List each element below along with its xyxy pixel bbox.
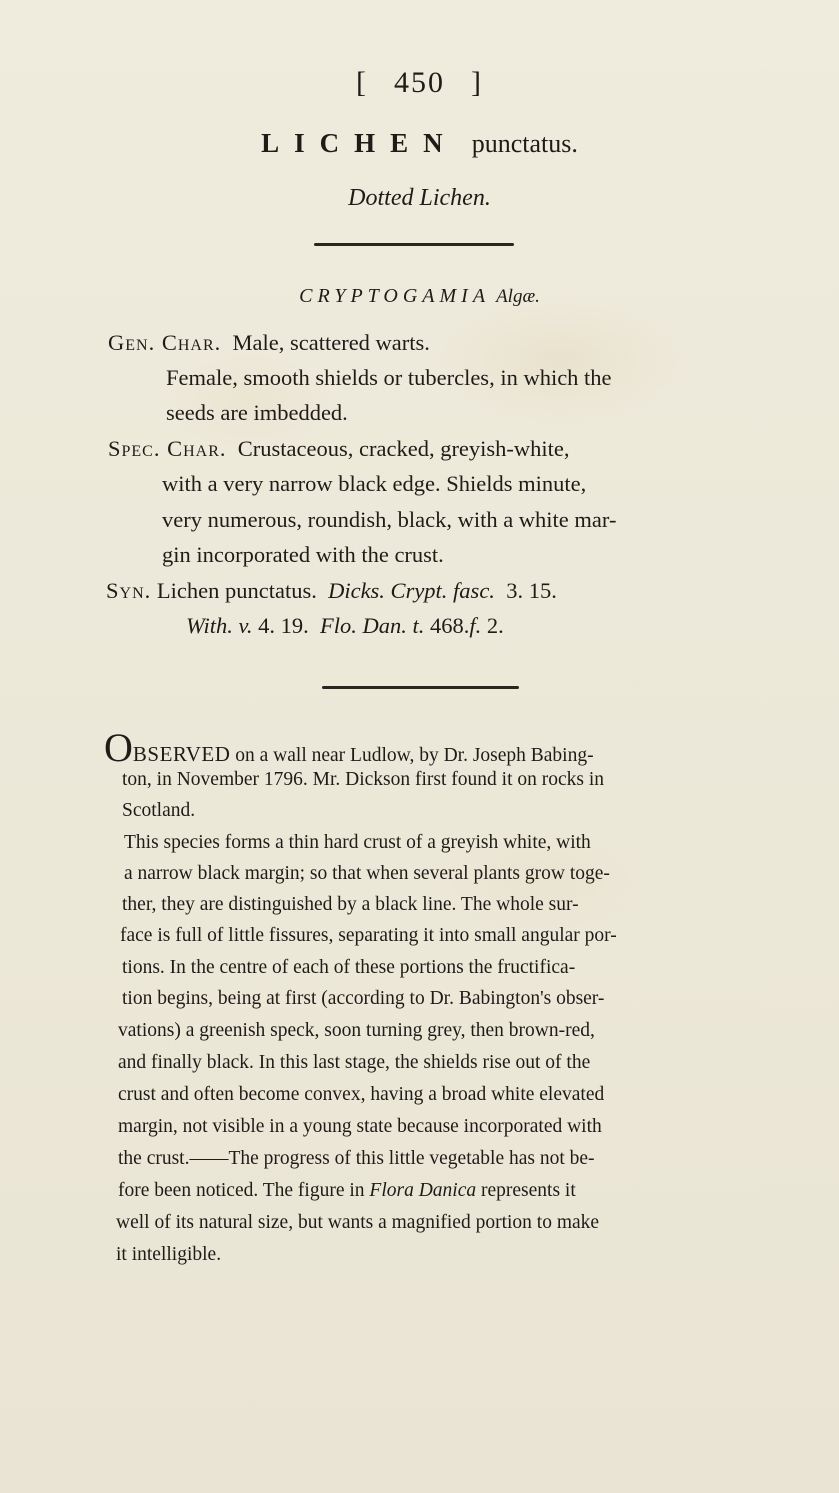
body-line-9: tion begins, being at first (according to Dr. Babington's obser- bbox=[122, 988, 605, 1009]
species-name: punctatus. bbox=[471, 129, 578, 158]
body-line-15-b: represents it bbox=[481, 1180, 576, 1201]
synonym-name: Lichen punctatus. bbox=[156, 578, 317, 603]
body-line-14: the crust.——The progress of this little vegetable has not be- bbox=[118, 1148, 595, 1169]
synonym-label: Syn. bbox=[106, 578, 152, 603]
page-number-close-bracket: ] bbox=[471, 66, 483, 99]
synonym-ref-flora-danica-fig: 2. bbox=[486, 613, 504, 638]
spec-char-text-1: Crustaceous, cracked, greyish-white, bbox=[237, 436, 570, 461]
gen-char-line-2: Female, smooth shields or tubercles, in which the bbox=[166, 365, 612, 390]
synonym-ref-withering-num: 4. 19. bbox=[258, 613, 309, 638]
body-line-6: ther, they are distinguished by a black line. The whole sur- bbox=[122, 894, 579, 915]
gen-char-text-1: Male, scattered warts. bbox=[232, 330, 430, 355]
spec-char-line-1 bbox=[108, 432, 570, 467]
body-line-16: well of its natural size, but wants a magnified portion to make bbox=[116, 1212, 600, 1233]
synonym-ref-flora-danica: Flo. Dan. t. bbox=[319, 613, 425, 638]
species-title bbox=[0, 128, 839, 159]
spec-char-line-2: with a very narrow black edge. Shields minute, bbox=[162, 471, 587, 496]
observed-caps: BSERVED bbox=[132, 742, 231, 766]
synonym-line-1 bbox=[106, 574, 557, 609]
body-line-7: face is full of little fissures, separating it into small angular por- bbox=[120, 925, 617, 946]
body-line-10: vations) a greenish speck, soon turning grey, then brown-red, bbox=[118, 1020, 595, 1041]
flora-danica-title: Flora Danica bbox=[369, 1180, 477, 1201]
spec-char-line-4: gin incorporated with the crust. bbox=[162, 542, 444, 567]
body-line-15-a: fore been noticed. The figure in bbox=[118, 1180, 365, 1201]
order-name: Algæ. bbox=[496, 286, 540, 307]
body-line-1-text: on a wall near Ludlow, by Dr. Joseph Babing- bbox=[235, 745, 594, 766]
genus-name: LICHEN bbox=[261, 128, 458, 158]
synonym-ref-flora-danica-num: 468. bbox=[429, 613, 470, 638]
body-line-2: ton, in November 1796. Mr. Dickson first found it on rocks in bbox=[122, 769, 605, 790]
synonym-ref-dickson: Dicks. Crypt. fasc. bbox=[328, 578, 495, 603]
body-line-4: This species forms a thin hard crust of a greyish white, with bbox=[124, 832, 591, 853]
drop-cap: O bbox=[104, 725, 133, 770]
synonym-ref-withering-v: v. bbox=[238, 613, 253, 638]
body-line-3: Scotland. bbox=[122, 800, 196, 821]
body-line-11: and finally black. In this last stage, the shields rise out of the bbox=[118, 1052, 591, 1073]
page-number bbox=[0, 66, 839, 100]
synonym-ref-dickson-num: 3. 15. bbox=[506, 578, 557, 603]
body-line-12: crust and often become convex, having a broad white elevated bbox=[118, 1084, 605, 1105]
spec-char-line-3: very numerous, roundish, black, with a white mar- bbox=[162, 507, 617, 532]
synonym-ref-withering: With. bbox=[186, 613, 233, 638]
title-divider bbox=[314, 243, 514, 246]
gen-char-line-3: seeds are imbedded. bbox=[166, 400, 348, 425]
gen-char-label: Gen. Char. bbox=[108, 330, 222, 355]
synonym-line-2 bbox=[186, 609, 504, 644]
page-number-value: 450 bbox=[394, 66, 445, 99]
body-line-15 bbox=[118, 1175, 576, 1206]
classification-line bbox=[0, 285, 839, 308]
class-name: CRYPTOGAMIA bbox=[299, 285, 491, 307]
gen-char-line-1 bbox=[108, 326, 430, 361]
common-name: Dotted Lichen. bbox=[348, 185, 491, 211]
section-divider bbox=[322, 686, 519, 689]
body-line-17: it intelligible. bbox=[116, 1244, 222, 1265]
page-number-open-bracket: [ bbox=[356, 66, 368, 99]
spec-char-label: Spec. Char. bbox=[108, 436, 227, 461]
synonym-ref-flora-danica-f: f. bbox=[469, 613, 482, 638]
body-line-5: a narrow black margin; so that when several plants grow toge- bbox=[124, 863, 610, 884]
body-line-8: tions. In the centre of each of these portions the fructifica- bbox=[122, 957, 576, 978]
body-line-13: margin, not visible in a young state because incorporated with bbox=[118, 1116, 602, 1137]
